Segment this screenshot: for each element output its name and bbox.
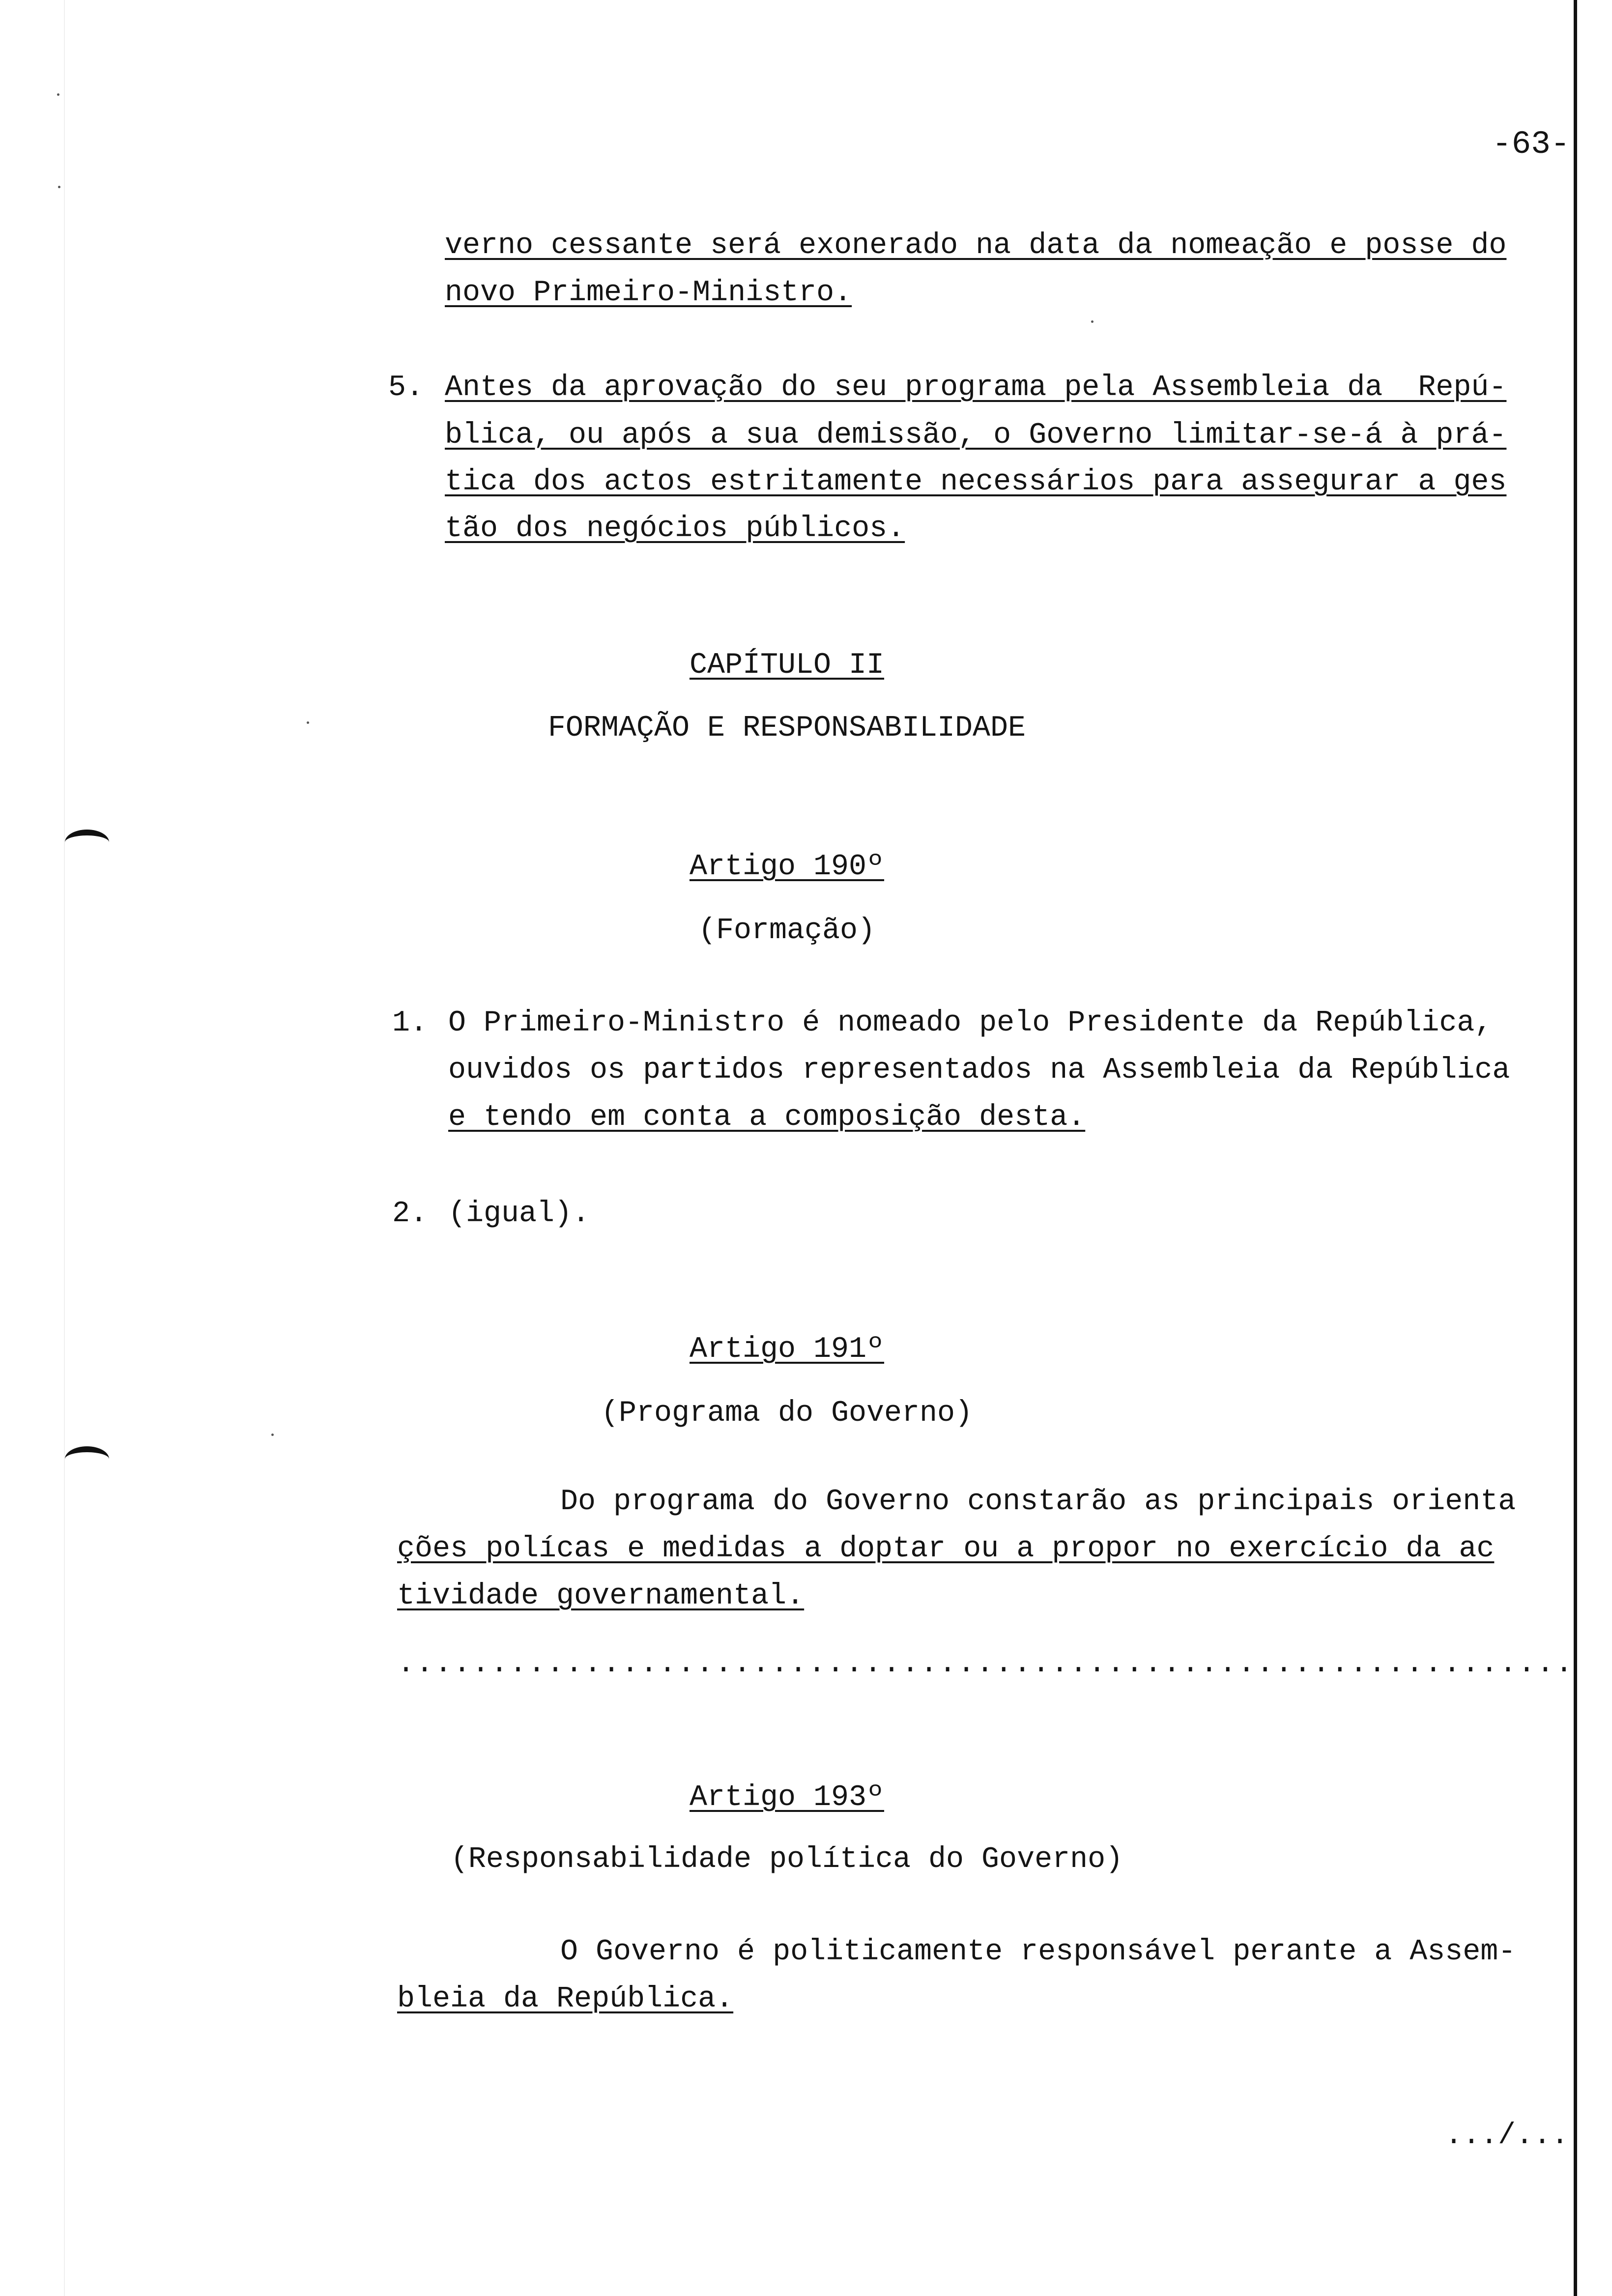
article-190-item-1-line-1: O Primeiro-Ministro é nomeado pelo Presidente da República,: [448, 1006, 1493, 1040]
article-190-item-2-number: 2.: [392, 1197, 428, 1231]
binder-hole-mark-bottom: [65, 1446, 109, 1472]
article-191-body-line-3: [397, 1578, 804, 1614]
scan-speck: [1091, 320, 1094, 323]
article-190-title: [0, 849, 1574, 885]
continuation-line-2: [445, 275, 852, 311]
footer-continuation: .../...: [1445, 2119, 1569, 2152]
chapter-title: [0, 648, 1574, 683]
item-5-line-2: blica, ou após a sua demissão, o Governo limitar-se-á à prá-: [445, 419, 1507, 452]
scan-speck: [58, 186, 60, 188]
article-193-title-text: Artigo 193º: [689, 1781, 885, 1814]
article-190-title-text: Artigo 190º: [689, 850, 885, 884]
item-5-line-4: tão dos negócios públicos.: [445, 512, 905, 545]
item-5-line-3: tica dos actos estritamente necessários para assegurar a ges: [445, 465, 1507, 499]
page-number: -63-: [1492, 126, 1570, 163]
article-190-item-1-line-2: ouvidos os partidos representados na Assembleia da República: [448, 1054, 1510, 1087]
page-edge-rule: [1574, 0, 1577, 2296]
article-191-subtitle: (Programa do Governo): [601, 1397, 973, 1430]
scan-speck: [57, 93, 59, 96]
chapter-title-text: CAPÍTULO II: [689, 649, 885, 682]
article-190-item-1-line-3: [448, 1100, 1085, 1135]
article-193-body-line-2-text: bleia da República.: [397, 1982, 734, 2016]
article-193-title: [0, 1780, 1574, 1815]
article-193-body-line-1: O Governo é politicamente responsável perante a Assem-: [560, 1935, 1516, 1969]
article-191-body-line-1: Do programa do Governo constarão as principais orienta: [560, 1485, 1516, 1519]
item-5-line-1: Antes da aprovação do seu programa pela Assembleia da Repú-: [445, 371, 1507, 404]
article-190-item-1-number: 1.: [392, 1006, 428, 1040]
article-190-item-1-line-3-text: e tendo em conta a composição desta.: [448, 1101, 1086, 1134]
separator-dots: ...............................................................: [397, 1647, 1574, 1681]
continuation-line-2-text: novo Primeiro-Ministro.: [445, 276, 852, 310]
article-191-title: [0, 1332, 1574, 1367]
article-190-item-2-text: (igual).: [448, 1197, 590, 1231]
article-193-subtitle: (Responsabilidade política do Governo): [450, 1843, 1123, 1876]
chapter-subtitle: FORMAÇÃO E RESPONSABILIDADE: [547, 712, 1026, 745]
scan-edge: [64, 0, 65, 2296]
continuation-line-1: verno cessante será exonerado na data da nomeação e posse do: [445, 229, 1507, 262]
item-5-number: 5.: [388, 371, 424, 404]
article-191-title-text: Artigo 191º: [689, 1333, 885, 1366]
article-191-body-line-3-text: tividade governamental.: [397, 1579, 805, 1613]
article-190-subtitle: (Formação): [698, 914, 876, 947]
article-191-body-line-2: ções polícas e medidas a doptar ou a propor no exercício da ac: [397, 1532, 1495, 1566]
scan-speck: [271, 1434, 274, 1436]
article-193-body-line-2: [397, 1981, 733, 2017]
